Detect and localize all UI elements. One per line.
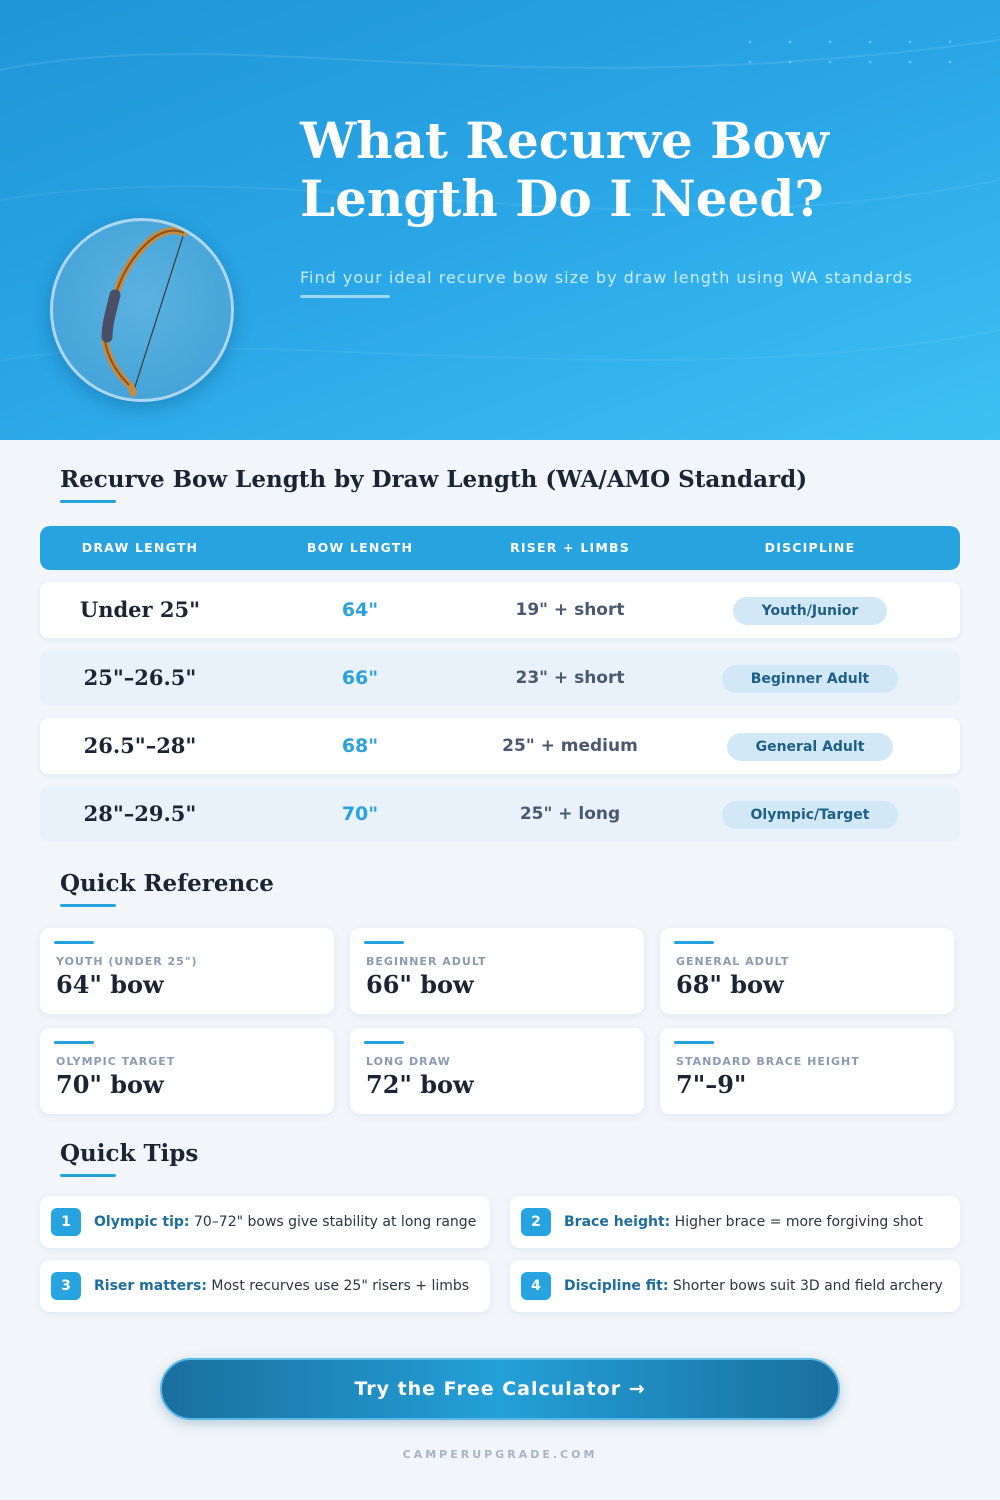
page-title-line-1: What Recurve Bow — [300, 111, 829, 170]
discipline-badge: Olympic/Target — [722, 801, 899, 829]
discipline-badge: Youth/Junior — [733, 597, 888, 625]
tip-heading: Riser matters: — [94, 1278, 207, 1294]
tip-heading: Discipline fit: — [564, 1278, 669, 1294]
bow-length-cell: 64" — [341, 599, 379, 621]
tip-item — [510, 1260, 960, 1312]
column-header-riser-limbs: RISER + LIMBS — [510, 540, 630, 555]
tip-number-badge: 3 — [51, 1272, 81, 1300]
reference-card — [350, 1028, 644, 1114]
tips-section-underline — [60, 1174, 116, 1177]
card-value: 68" bow — [676, 970, 784, 999]
page-subtitle: Find your ideal recurve bow size by draw length using WA standards — [300, 268, 914, 287]
column-header-discipline: DISCIPLINE — [764, 540, 856, 555]
tip-body: Most recurves use 25" risers + limbs — [206, 1278, 470, 1294]
draw-length-cell: Under 25" — [79, 597, 201, 622]
tip-body: 70–72" bows give stability at long range — [189, 1214, 477, 1230]
column-header-bow-length: BOW LENGTH — [306, 540, 414, 555]
tip-item — [510, 1196, 960, 1248]
reference-card — [40, 928, 334, 1014]
bow-length-cell: 68" — [341, 735, 379, 757]
card-value: 70" bow — [56, 1070, 164, 1099]
discipline-cell — [710, 786, 910, 842]
card-accent-bar — [364, 1041, 404, 1044]
subtitle-underline — [300, 295, 390, 298]
card-value: 64" bow — [56, 970, 164, 999]
riser-limbs-cell: 19" + short — [515, 600, 625, 620]
card-value: 66" bow — [366, 970, 474, 999]
tips-section-title: Quick Tips — [60, 1140, 199, 1167]
hero-banner — [0, 0, 1000, 440]
riser-limbs-cell: 25" + long — [519, 804, 621, 824]
card-value: 72" bow — [366, 1070, 474, 1099]
tip-item — [40, 1260, 490, 1312]
card-value: 7"–9" — [676, 1070, 747, 1099]
tip-text — [564, 1260, 943, 1312]
table-row — [40, 786, 960, 842]
column-header-draw-length: DRAW LENGTH — [81, 540, 199, 555]
reference-card — [660, 928, 954, 1014]
reference-section-underline — [60, 904, 116, 907]
tip-number-badge: 2 — [521, 1208, 551, 1236]
table-row — [40, 718, 960, 774]
tip-item — [40, 1196, 490, 1248]
draw-length-cell: 28"–29.5" — [83, 801, 197, 826]
card-label: GENERAL ADULT — [676, 955, 790, 968]
discipline-cell — [710, 582, 910, 638]
riser-limbs-cell: 25" + medium — [502, 736, 638, 756]
card-accent-bar — [54, 941, 94, 944]
card-label: BEGINNER ADULT — [366, 955, 487, 968]
recurve-bow-icon — [53, 221, 234, 402]
tip-text — [94, 1260, 469, 1312]
bow-length-cell: 70" — [341, 803, 379, 825]
reference-section-title: Quick Reference — [60, 870, 274, 897]
bow-image-circle — [50, 218, 234, 402]
discipline-badge: General Adult — [727, 733, 894, 761]
discipline-cell — [710, 718, 910, 774]
footer-site-name: CAMPERUPGRADE.COM — [402, 1448, 598, 1461]
card-accent-bar — [364, 941, 404, 944]
tip-body: Higher brace = more forgiving shot — [670, 1214, 923, 1230]
card-accent-bar — [674, 941, 714, 944]
bow-length-cell: 66" — [341, 667, 379, 689]
table-row — [40, 582, 960, 638]
riser-limbs-cell: 23" + short — [515, 668, 625, 688]
discipline-cell — [710, 650, 910, 706]
tip-text — [564, 1196, 923, 1248]
try-calculator-button[interactable]: Try the Free Calculator → — [160, 1358, 840, 1420]
card-accent-bar — [674, 1041, 714, 1044]
table-section-title: Recurve Bow Length by Draw Length (WA/AMO Standard) — [60, 466, 808, 493]
dot-grid-decoration — [745, 38, 975, 78]
card-label: LONG DRAW — [366, 1055, 451, 1068]
table-section-underline — [60, 500, 116, 503]
discipline-badge: Beginner Adult — [722, 665, 899, 693]
tip-number-badge: 4 — [521, 1272, 551, 1300]
tip-number-badge: 1 — [51, 1208, 81, 1236]
page-title — [300, 112, 920, 228]
reference-card — [660, 1028, 954, 1114]
table-row — [40, 650, 960, 706]
tip-heading: Brace height: — [564, 1214, 671, 1230]
tip-text — [94, 1196, 476, 1248]
table-header — [40, 526, 960, 570]
reference-card — [40, 1028, 334, 1114]
reference-card — [350, 928, 644, 1014]
card-label: OLYMPIC TARGET — [56, 1055, 176, 1068]
tip-body: Shorter bows suit 3D and field archery — [668, 1278, 943, 1294]
card-label: STANDARD BRACE HEIGHT — [676, 1055, 860, 1068]
card-accent-bar — [54, 1041, 94, 1044]
tip-heading: Olympic tip: — [94, 1214, 190, 1230]
draw-length-cell: 26.5"–28" — [83, 733, 197, 758]
page-title-line-2: Length Do I Need? — [300, 169, 824, 228]
draw-length-cell: 25"–26.5" — [83, 665, 197, 690]
card-label: YOUTH (UNDER 25") — [56, 955, 198, 968]
